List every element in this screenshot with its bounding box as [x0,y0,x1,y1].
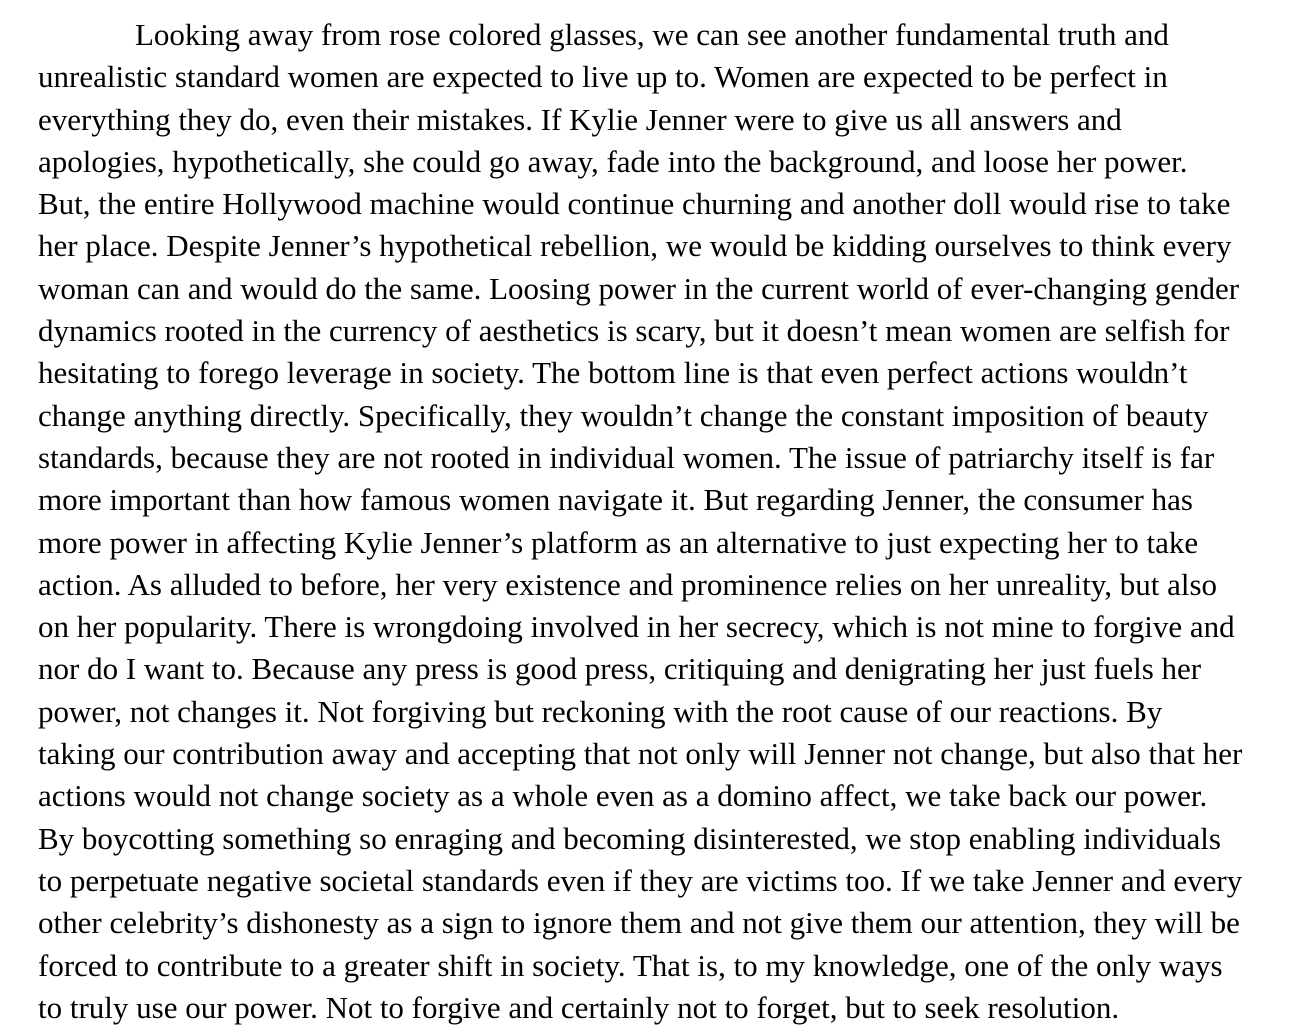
body-paragraph [38,14,1288,1029]
paragraph-line: forced to contribute to a greater shift in society. That is, to my knowledge, one of the only ways [38,947,1223,983]
document-page [38,14,1288,1029]
paragraph-line: to perpetuate negative societal standards even if they are victims too. If we take Jenner and every [38,862,1243,898]
paragraph-line: dynamics rooted in the currency of aesthetics is scary, but it doesn’t mean women are selfish for [38,313,1230,349]
paragraph-line: unrealistic standard women are expected to live up to. Women are expected to be perfect in [38,59,1168,95]
paragraph-line: power, not changes it. Not forgiving but reckoning with the root cause of our reactions. By [38,693,1163,729]
paragraph-line: standards, because they are not rooted in individual women. The issue of patriarchy itself is far [38,439,1215,475]
paragraph-line: hesitating to forego leverage in society. The bottom line is that even perfect actions wouldn’t [38,355,1188,391]
paragraph-line: more power in affecting Kylie Jenner’s platform as an alternative to just expecting her to take [38,524,1199,560]
paragraph-line: action. As alluded to before, her very existence and prominence relies on her unreality, but also [38,566,1218,602]
paragraph-line: woman can and would do the same. Loosing power in the current world of ever-changing gender [38,270,1240,306]
paragraph-line: nor do I want to. Because any press is good press, critiquing and denigrating her just fuels her [38,651,1202,687]
paragraph-line: taking our contribution away and accepting that not only will Jenner not change, but also that her [38,736,1243,772]
paragraph-line: By boycotting something so enraging and becoming disinterested, we stop enabling individuals [38,820,1221,856]
paragraph-line: change anything directly. Specifically, they wouldn’t change the constant imposition of beauty [38,397,1209,433]
paragraph-line: on her popularity. There is wrongdoing involved in her secrecy, which is not mine to forgive and [38,609,1235,645]
paragraph-line: everything they do, even their mistakes. If Kylie Jenner were to give us all answers and [38,101,1122,137]
paragraph-line: Looking away from rose colored glasses, we can see another fundamental truth and [135,17,1169,52]
paragraph-line: to truly use our power. Not to forgive and certainly not to forget, but to seek resolution. [38,989,1120,1025]
paragraph-line: her place. Despite Jenner’s hypothetical rebellion, we would be kidding ourselves to think every [38,228,1232,264]
paragraph-line: other celebrity’s dishonesty as a sign to ignore them and not give them our attention, they will be [38,905,1240,941]
paragraph-line: more important than how famous women navigate it. But regarding Jenner, the consumer has [38,482,1193,518]
paragraph-line: actions would not change society as a whole even as a domino affect, we take back our power. [38,778,1208,814]
paragraph-line: apologies, hypothetically, she could go away, fade into the background, and loose her power. [38,143,1188,179]
paragraph-line: But, the entire Hollywood machine would continue churning and another doll would rise to take [38,186,1231,222]
